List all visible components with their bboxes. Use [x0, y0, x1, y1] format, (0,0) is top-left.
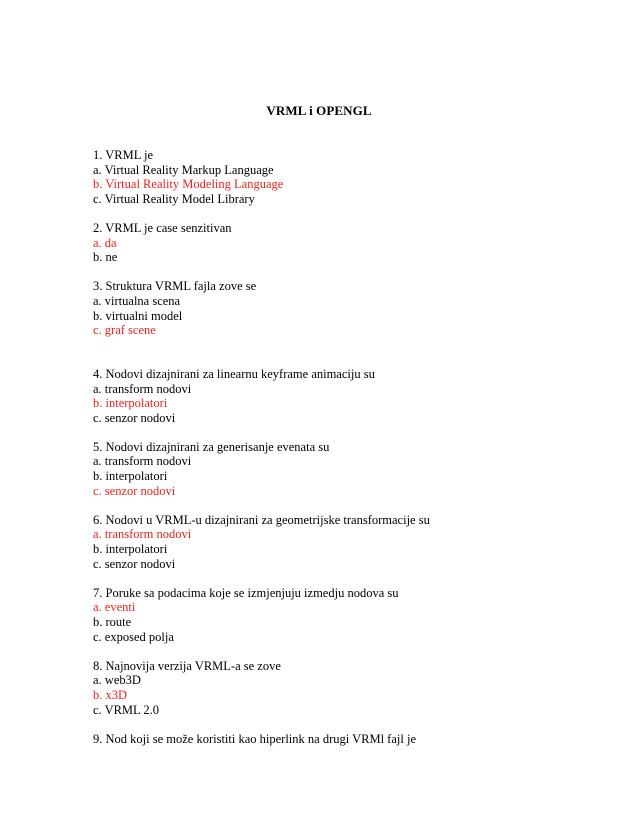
question-block-8 [93, 659, 613, 717]
answer-option-correct: b. interpolatori [93, 396, 168, 411]
answer-option-correct: a. da [93, 235, 117, 250]
question-block-3 [93, 279, 613, 337]
answer-option: c. Virtual Reality Model Library [93, 191, 255, 206]
question-block-4 [93, 367, 613, 425]
question-block-5 [93, 440, 613, 498]
answer-option: a. transform nodovi [93, 454, 192, 469]
document-title: VRML i OPENGL [266, 103, 372, 118]
question-text: 8. Najnovija verzija VRML-a se zove [93, 658, 281, 673]
question-text: 1. VRML je [93, 148, 154, 162]
question-text: 3. Struktura VRML fajla zove se [93, 279, 257, 294]
answer-option: b. virtualni model [93, 308, 183, 323]
question-text: 7. Poruke sa podacima koje se izmjenjuju izmedju nodova su [93, 585, 399, 600]
answer-option: c. senzor nodovi [93, 556, 176, 571]
answer-option-correct: b. Virtual Reality Modeling Language [93, 177, 284, 192]
question-block-1 [93, 148, 613, 206]
question-text: 6. Nodovi u VRML-u dizajnirani za geometrijske transformacije su [93, 512, 430, 527]
answer-option: a. virtualna scena [93, 293, 181, 308]
answer-option-correct: b. x3D [93, 687, 128, 702]
answer-option: b. interpolatori [93, 469, 168, 484]
answer-option: a. Virtual Reality Markup Language [93, 162, 274, 177]
answer-option: c. VRML 2.0 [93, 702, 159, 717]
question-block-6 [93, 513, 613, 571]
answer-option: a. transform nodovi [93, 381, 192, 396]
question-block-7 [93, 586, 613, 644]
answer-option: b. route [93, 615, 132, 629]
answer-option: c. exposed polja [93, 629, 174, 644]
question-text: 2. VRML je case senzitivan [93, 220, 232, 235]
answer-option-correct: c. senzor nodovi [93, 483, 176, 498]
answer-option: a. web3D [93, 673, 141, 688]
question-block-2 [93, 221, 613, 265]
answer-option-correct: c. graf scene [93, 323, 156, 338]
answer-option: b. ne [93, 250, 118, 265]
question-list [93, 148, 613, 761]
question-block-9 [93, 732, 613, 747]
answer-option-correct: a. eventi [93, 600, 136, 615]
question-text: 4. Nodovi dizajnirani za linearnu keyframe animaciju su [93, 366, 375, 381]
answer-option-correct: a. transform nodovi [93, 527, 192, 542]
question-text: 9. Nod koji se može koristiti kao hiperlink na drugi VRMl fajl je [93, 731, 416, 746]
answer-option: b. interpolatori [93, 542, 168, 557]
question-text: 5. Nodovi dizajnirani za generisanje evenata su [93, 439, 330, 454]
answer-option: c. senzor nodovi [93, 410, 176, 425]
